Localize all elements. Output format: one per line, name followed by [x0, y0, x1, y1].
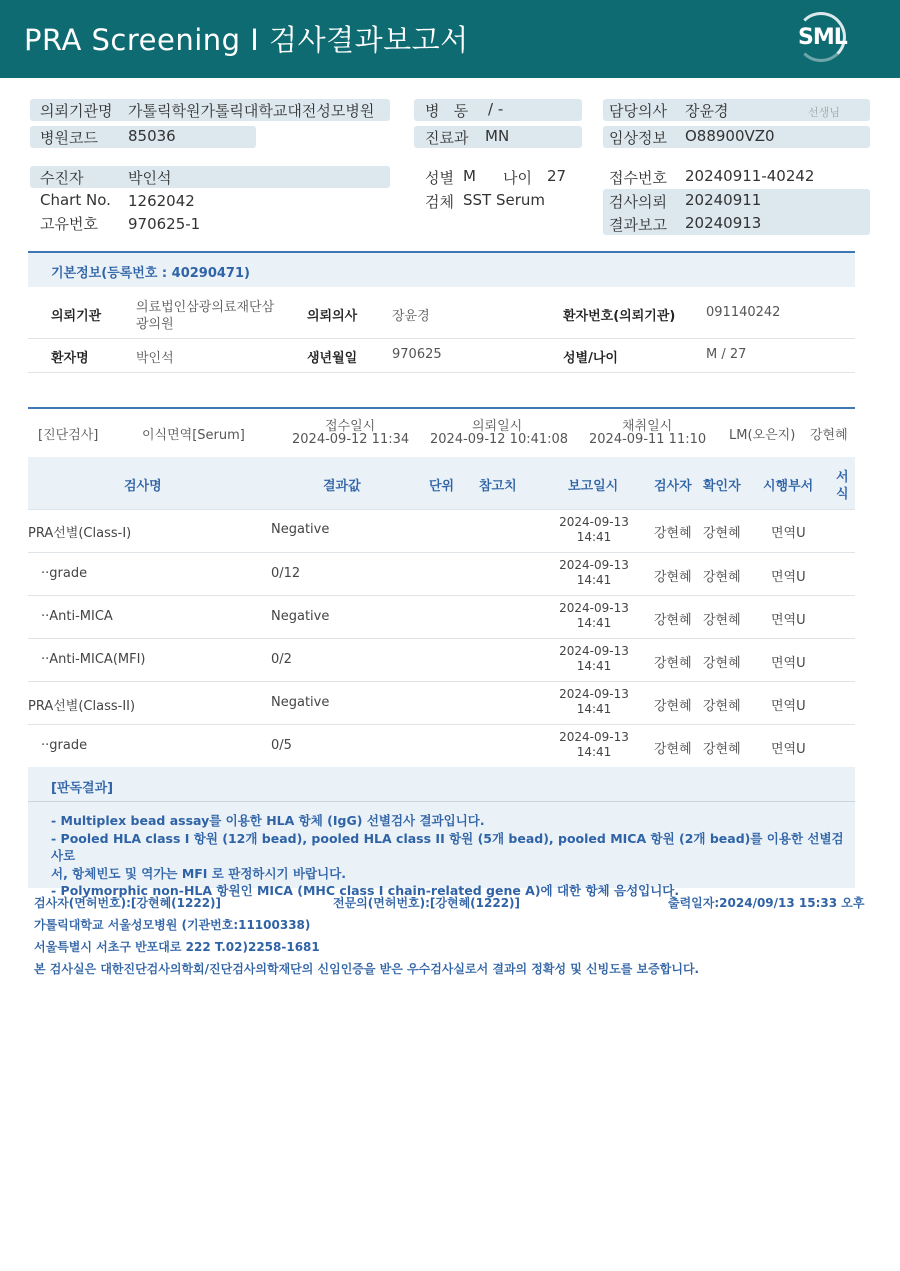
table-header-line — [28, 509, 855, 510]
chart-no-label: Chart No. — [40, 191, 111, 209]
row-checker: 강현혜 — [703, 699, 741, 714]
row-time: 14:41 — [576, 745, 612, 759]
row-tester: 강현혜 — [654, 526, 692, 541]
diag-collect-label: 채취일시 — [622, 419, 673, 434]
row-time: 14:41 — [576, 530, 612, 544]
basic-birth-value: 970625 — [392, 347, 442, 362]
basic-sex-age-label: 성별/나이 — [563, 351, 618, 366]
sex-label: 성별 — [425, 169, 454, 187]
patient-pill — [30, 166, 390, 188]
dept-label: 진료과 — [425, 129, 469, 147]
report-title: PRA Screening I 검사결과보고서 — [24, 23, 469, 57]
hospital-code-label: 병원코드 — [40, 129, 98, 147]
age-label: 나이 — [503, 169, 532, 187]
row-report-date — [549, 644, 639, 674]
th-checker: 확인자 — [703, 479, 741, 494]
row-tester: 강현혜 — [654, 656, 692, 671]
row-divider — [28, 681, 855, 682]
th-result: 결과값 — [323, 479, 361, 494]
basic-patient-name-label: 환자명 — [51, 351, 89, 366]
footer-printed: 출력일자:2024/09/13 15:33 오후 — [668, 896, 865, 910]
age-value: 27 — [547, 167, 567, 185]
row-test-name: ··Anti-MICA(MFI) — [41, 652, 146, 667]
diag-receipt-label: 접수일시 — [325, 419, 376, 434]
interp-line-2: - Pooled HLA class I 항원 (12개 bead), pooled HLA class II 항원 (5개 bead), pooled MICA 항원 (2개 bead)를 이용한 선별검사로 — [51, 830, 844, 863]
row-result: Negative — [271, 522, 330, 537]
row-divider — [28, 595, 855, 596]
sml-logo — [790, 10, 854, 68]
row-result: 0/2 — [271, 652, 292, 667]
dept-value: MN — [485, 127, 510, 145]
request-value: 20240911 — [685, 191, 762, 209]
doctor-label: 담당의사 — [609, 102, 667, 120]
th-unit: 단위 — [429, 479, 455, 494]
basic-sex-age-value: M / 27 — [706, 347, 747, 362]
doctor-suffix: 선생님 — [808, 106, 840, 119]
basic-divider — [28, 338, 855, 339]
row-report-date — [549, 515, 639, 545]
th-reference: 참고치 — [479, 479, 517, 494]
basic-patient-no-label: 환자번호(의뢰기관) — [563, 309, 676, 324]
diag-collect-value: 2024-09-11 11:10 — [589, 432, 707, 447]
specimen-label: 검체 — [425, 193, 454, 211]
clinical-label: 임상정보 — [609, 129, 667, 147]
req-institution-label: 의뢰기관명 — [40, 102, 113, 120]
request-label: 검사의뢰 — [609, 193, 667, 211]
diag-test-group: 이식면역[Serum] — [142, 428, 245, 443]
footer-specialist: 전문의(면허번호):[강현혜(1222)] — [333, 896, 521, 910]
row-date: 2024-09-13 — [559, 687, 629, 701]
req-institution-value: 가톨릭학원가톨릭대학교대전성모병원 — [128, 102, 375, 120]
th-dept: 시행부서 — [763, 479, 814, 494]
row-result: Negative — [271, 695, 330, 710]
row-result: 0/5 — [271, 738, 292, 753]
basic-doctor-value: 장윤경 — [392, 309, 430, 324]
row-dept: 면역U — [771, 699, 806, 714]
row-report-date — [549, 687, 639, 717]
chart-no-value: 1262042 — [128, 192, 195, 210]
row-tester: 강현혜 — [654, 613, 692, 628]
basic-patient-no-value: 091140242 — [706, 305, 781, 320]
receipt-no-label: 접수번호 — [609, 169, 667, 187]
report-label: 결과보고 — [609, 216, 667, 234]
ward-value: / - — [488, 100, 504, 118]
row-test-name: PRA선별(Class-I) — [28, 526, 132, 541]
row-tester: 강현혜 — [654, 742, 692, 757]
diag-section-line — [28, 407, 855, 409]
diag-receipt-value: 2024-09-12 11:34 — [292, 432, 410, 447]
unique-no-value: 970625-1 — [128, 215, 201, 233]
basic-doctor-label: 의뢰의사 — [307, 309, 358, 324]
row-dept: 면역U — [771, 613, 806, 628]
row-checker: 강현혜 — [703, 613, 741, 628]
diag-request-value: 2024-09-12 10:41:08 — [430, 432, 569, 447]
footer-tester: 검사자(면허번호):[강현혜(1222)] — [34, 896, 222, 910]
row-dept: 면역U — [771, 570, 806, 585]
specimen-value: SST Serum — [463, 191, 546, 209]
patient-value: 박인석 — [128, 169, 172, 187]
row-checker: 강현혜 — [703, 656, 741, 671]
footer-address: 서울특별시 서초구 반포대로 222 T.02)2258-1681 — [34, 940, 320, 954]
report-header — [0, 0, 900, 78]
diag-lm: LM(오은지) — [729, 428, 796, 443]
receipt-no-value: 20240911-40242 — [685, 167, 815, 185]
row-date: 2024-09-13 — [559, 558, 629, 572]
row-checker: 강현혜 — [703, 526, 741, 541]
row-divider — [28, 552, 855, 553]
patient-label: 수진자 — [40, 169, 84, 187]
basic-patient-name-value: 박인석 — [136, 351, 174, 366]
report-value: 20240913 — [685, 214, 762, 232]
interp-line-1: - Multiplex bead assay를 이용한 HLA 항체 (IgG) 선별검사 결과입니다. — [51, 813, 485, 828]
row-time: 14:41 — [576, 616, 612, 630]
row-test-name: PRA선별(Class-II) — [28, 699, 136, 714]
row-checker: 강현혜 — [703, 570, 741, 585]
basic-birth-label: 생년월일 — [307, 351, 358, 366]
interpretation-heading: [판독결과] — [51, 781, 114, 796]
ward-label: 병 동 — [425, 102, 469, 120]
row-time: 14:41 — [576, 573, 612, 587]
th-format-2: 식 — [836, 487, 849, 502]
row-test-name: ··grade — [41, 566, 88, 581]
row-date: 2024-09-13 — [559, 730, 629, 744]
th-tester: 검사자 — [654, 479, 692, 494]
row-checker: 강현혜 — [703, 742, 741, 757]
interpretation-text — [51, 812, 851, 900]
logo-text: SML — [798, 25, 847, 50]
row-date: 2024-09-13 — [559, 601, 629, 615]
row-report-date — [549, 730, 639, 760]
basic-heading: 기본정보(등록번호 : 40290471) — [51, 266, 250, 281]
footer-hospital: 가톨릭대학교 서울성모병원 (기관번호:11100338) — [34, 918, 311, 932]
row-test-name: ··grade — [41, 738, 88, 753]
row-dept: 면역U — [771, 656, 806, 671]
hospital-code-value: 85036 — [128, 127, 176, 145]
th-report-date: 보고일시 — [568, 479, 619, 494]
interp-line-2b: 서, 항체빈도 및 역가는 MFI 로 판정하시기 바랍니다. — [51, 865, 347, 881]
row-date: 2024-09-13 — [559, 515, 629, 529]
row-time: 14:41 — [576, 702, 612, 716]
row-test-name: ··Anti-MICA — [41, 609, 113, 624]
row-time: 14:41 — [576, 659, 612, 673]
row-tester: 강현혜 — [654, 699, 692, 714]
th-test-name: 검사명 — [124, 479, 162, 494]
diag-request-label: 의뢰일시 — [472, 419, 523, 434]
unique-no-label: 고유번호 — [40, 215, 98, 233]
row-report-date — [549, 601, 639, 631]
row-dept: 면역U — [771, 526, 806, 541]
interp-line-3: - Polymorphic non-HLA 항원인 MICA (MHC class I chain-related gene A)에 대한 항체 음성입니다. — [51, 883, 680, 898]
basic-institution-value-1: 의료법인삼광의료재단삼 — [136, 300, 275, 315]
basic-bottom-line — [28, 372, 855, 373]
row-dept: 면역U — [771, 742, 806, 757]
row-tester: 강현혜 — [654, 570, 692, 585]
row-divider — [28, 638, 855, 639]
row-result: Negative — [271, 609, 330, 624]
row-divider — [28, 724, 855, 725]
sex-value: M — [463, 167, 476, 185]
footer-certification: 본 검사실은 대한진단검사의학회/진단검사의학재단의 신임인증을 받은 우수검사실로서 결과의 정확성 및 신빙도를 보증합니다. — [34, 962, 700, 976]
diag-tech: 강현혜 — [810, 428, 848, 443]
th-format-1: 서 — [836, 470, 849, 485]
row-report-date — [549, 558, 639, 588]
diag-category: [진단검사] — [38, 428, 99, 443]
interpretation-header — [28, 767, 855, 801]
doctor-value: 장윤경 — [685, 102, 729, 120]
basic-institution-value-2: 광의원 — [136, 317, 174, 332]
row-date: 2024-09-13 — [559, 644, 629, 658]
basic-institution-label: 의뢰기관 — [51, 309, 102, 324]
row-result: 0/12 — [271, 566, 301, 581]
clinical-value: O88900VZ0 — [685, 127, 775, 145]
